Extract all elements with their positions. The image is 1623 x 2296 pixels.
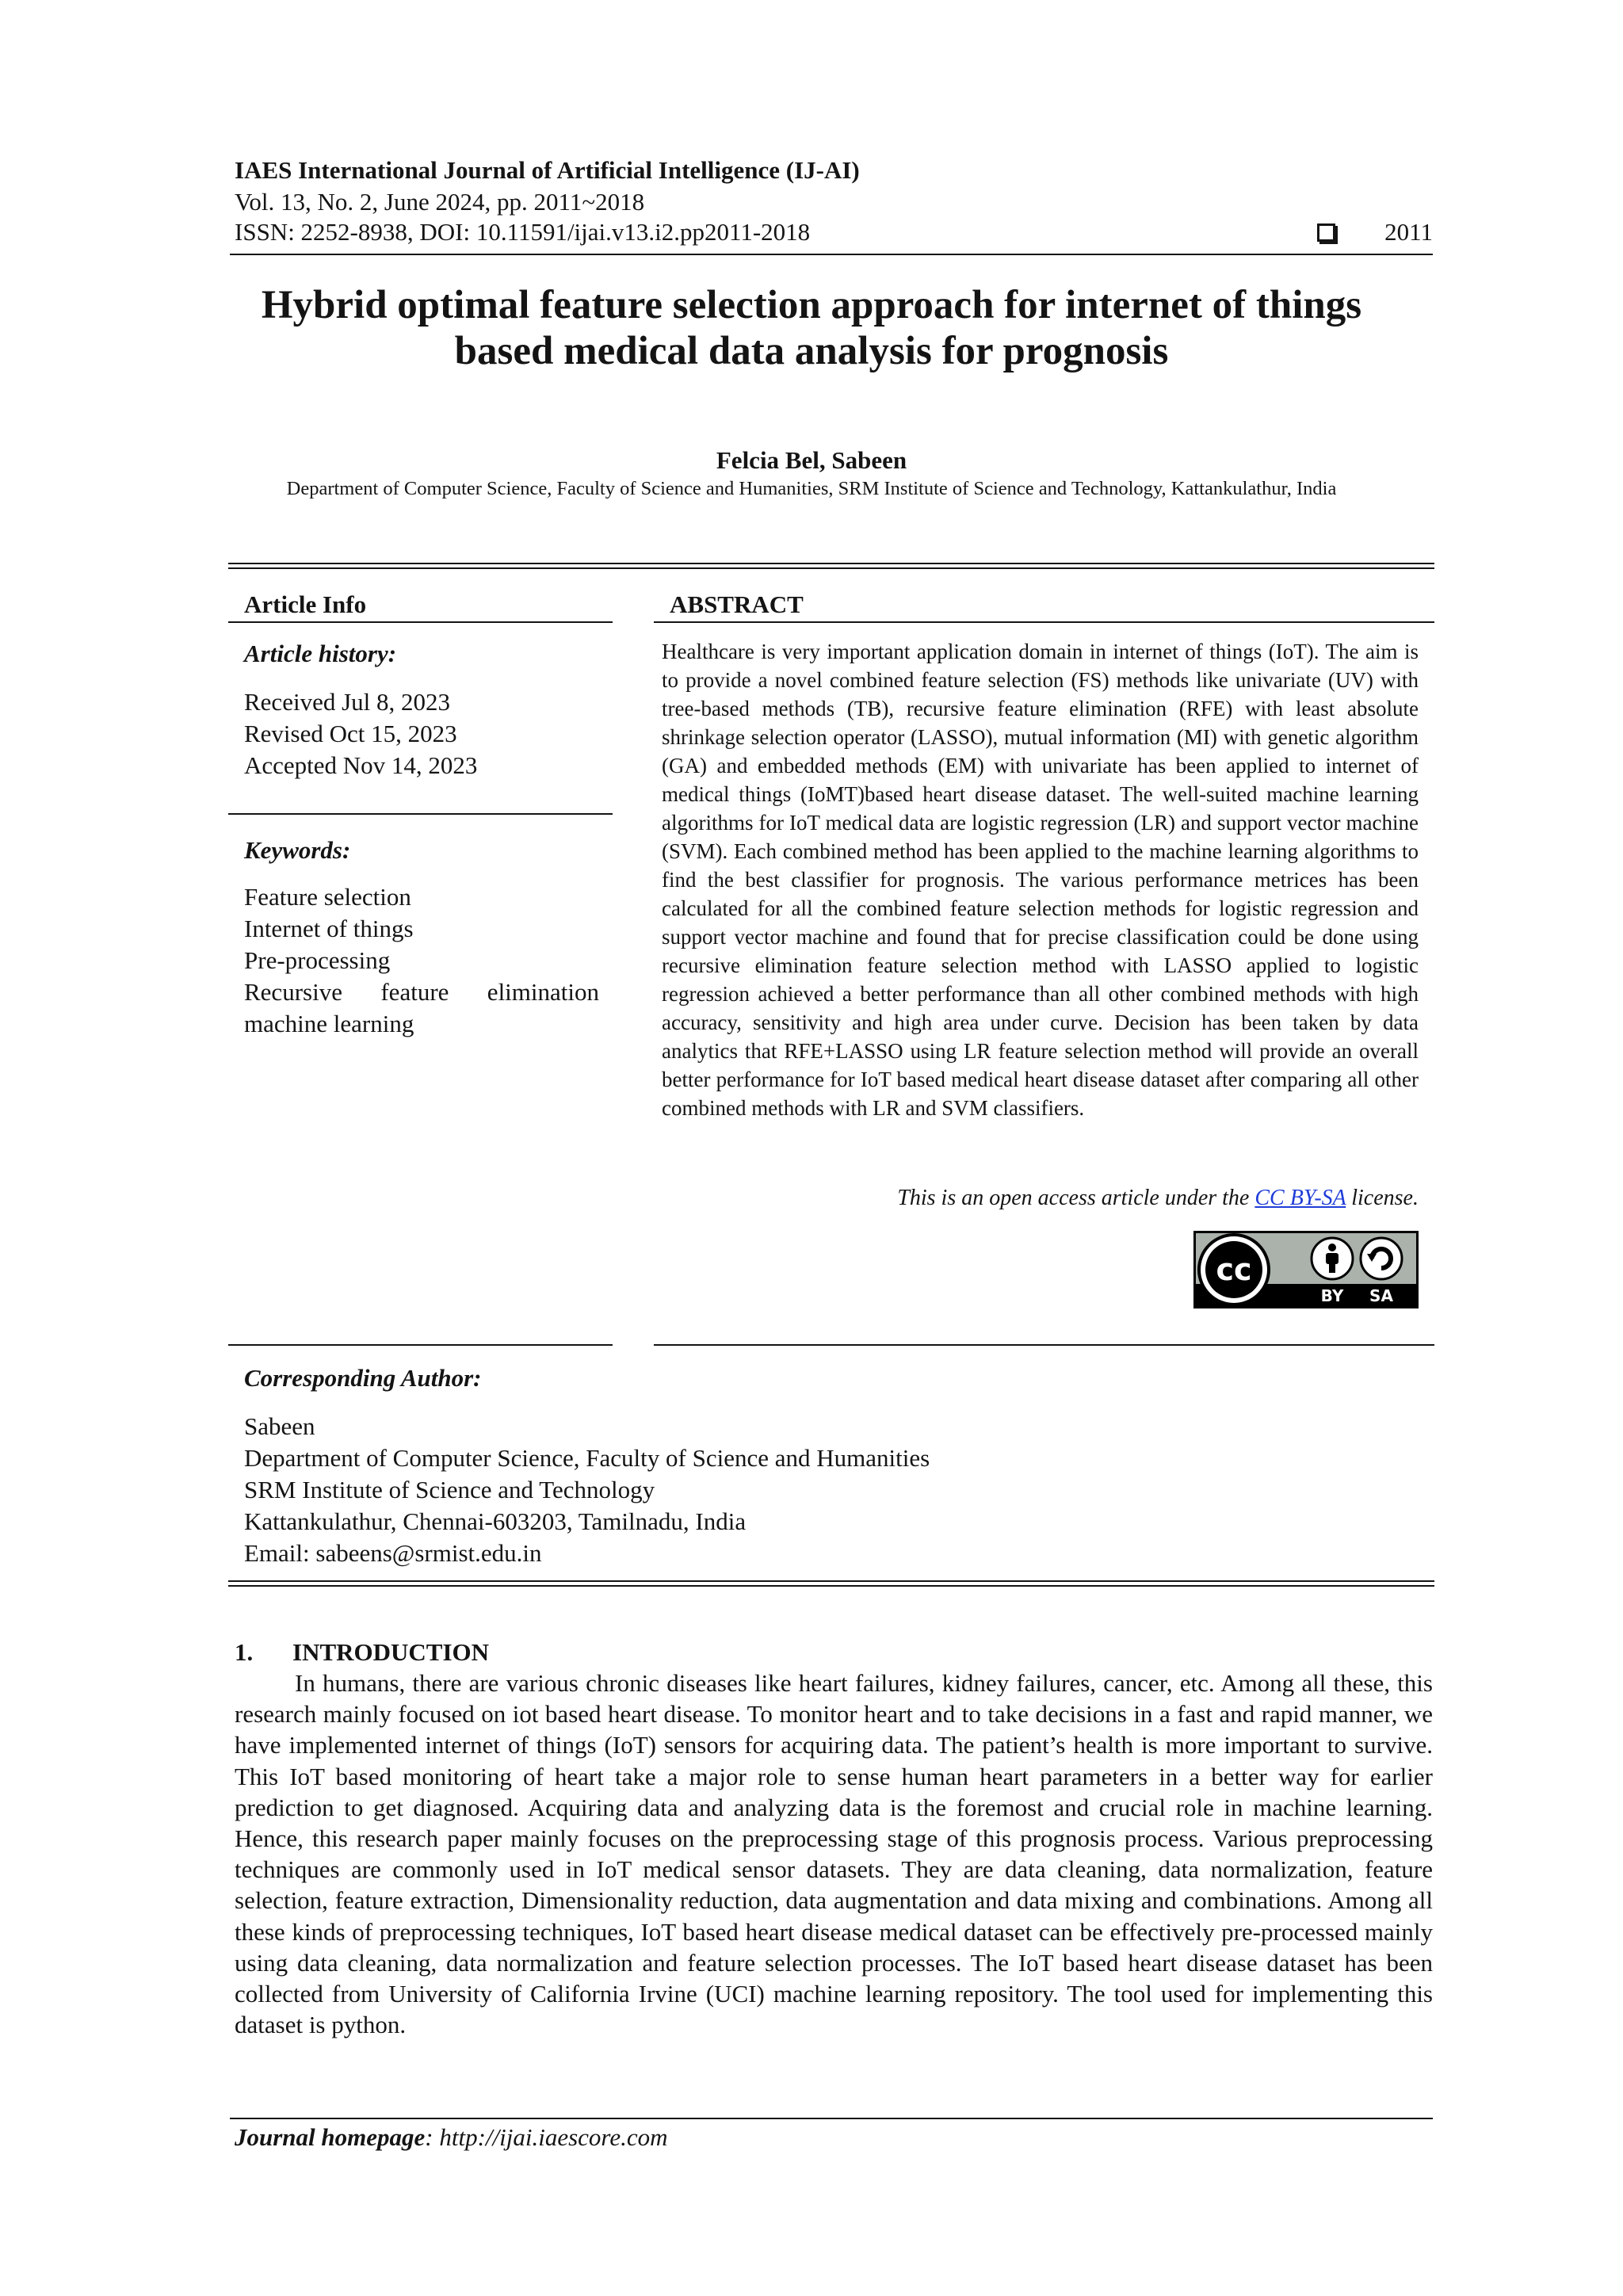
header-rule [230,254,1433,255]
svg-text:SA: SA [1369,1286,1393,1305]
article-title-line-1: Hybrid optimal feature selection approach for internet of things [261,283,1362,327]
info-bottom-rule [228,1344,613,1346]
author-bottom-rule-2 [228,1585,1434,1587]
journal-name: IAES International Journal of Artificial Intelligence (IJ-AI) [235,156,860,184]
history-rule [228,813,613,815]
affiliation: Department of Computer Science, Faculty of Science and Humanities, SRM Institute of Science and Technology, Kattankulathur, India [286,478,1337,499]
section-top-rule [228,563,1434,564]
keyword-item: Internet of things [244,915,414,942]
corresponding-author-email: Email: sabeens@srmist.edu.in [244,1539,542,1567]
section-number: 1. [235,1638,254,1666]
corresponding-author-name: Sabeen [244,1412,315,1440]
accepted-date: Accepted Nov 14, 2023 [244,751,478,779]
article-info-heading: Article Info [244,590,367,618]
keyword-item: machine learning [244,1010,414,1037]
received-date: Received Jul 8, 2023 [244,688,451,716]
abstract-rule [654,621,1434,623]
svg-text:cc: cc [1216,1252,1252,1287]
journal-homepage-link[interactable]: http://ijai.iaescore.com [433,2123,668,2151]
svg-text:BY: BY [1320,1286,1344,1305]
keyword-item: Pre-processing [244,946,391,974]
keywords-heading: Keywords: [244,836,351,864]
corresponding-author-dept: Department of Computer Science, Faculty of Science and Humanities [244,1444,930,1472]
square-bullet-icon [1317,223,1335,242]
section-top-rule-2 [228,567,1434,569]
keyword-item: Recursive feature elimination [244,978,599,1006]
issn-doi-line: ISSN: 2252-8938, DOI: 10.11591/ijai.v13.i2.pp2011-2018 [235,218,811,246]
open-access-line [662,1184,1419,1213]
sa-share-alike-icon [1361,1238,1402,1279]
footer-label: Journal homepage [235,2123,426,2151]
cc-by-sa-link[interactable]: CC BY-SA [1254,1186,1346,1210]
abstract-text: Healthcare is very important application domain in internet of things (IoT). The aim is to provide a novel combined feature selection (FS) methods like univariate (UV) with tree-based methods (TB), recursive feature elimination (RFE) with least absolute shrinkage selection operator (LASSO), mutual information (MI) with genetic algorithm (GA) and embedded methods (EM) with univariate has been applied to internet of medical things (IoMT)based heart disease dataset. The well-suited machine learning algorithms for IoT medical data are logistic regression (LR) and support vector machine (SVM). Each combined method has been applied to the machine learning algorithms to find the best classifier for prognosis. The various performance metrices has been calculated for all the combined feature selection methods for logistic regression and support vector machine and found that for precise classification could be done using recursive elimination feature selection method with LASSO applied to logistic regression achieved a better performance than all other combined methods with high accuracy, sensitivity and high area under curve. Decision has been taken by data analytics that RFE+LASSO using LR feature selection method will provide an overall better performance for IoT based medical heart disease dataset after comparing all other combined methods with LR and SVM classifiers. [662,640,1419,1120]
page-number: 2011 [1384,218,1433,246]
corresponding-author-heading: Corresponding Author: [244,1364,482,1392]
footer-colon: : [425,2123,433,2151]
keyword-item: Feature selection [244,883,411,911]
corresponding-author-institute: SRM Institute of Science and Technology [244,1476,655,1503]
introduction-text: In humans, there are various chronic diseases like heart failures, kidney failures, cancer, etc. Among all these, this research mainly focused on iot based heart disease. To monitor heart and to take decisions in a fast and rapid manner, we have implemented internet of things (IoT) sensors for acquiring data. The patient’s health is more important to survive. This IoT based monitoring of heart take a major role to sense human heart parameters in a better way for earlier prediction to get diagnosed. Acquiring data and analyzing data is the foremost and crucial role in machine learning. Hence, this research paper mainly focuses on the preprocessing stage of this prognosis process. Various preprocessing techniques are commonly used in IoT medical sensor datasets. They are data cleaning, data normalization, feature selection, feature extraction, Dimensionality reduction, data augmentation and data mixing and combinations. Among all these kinds of preprocessing techniques, IoT based heart disease medical dataset can be effectively pre-processed mainly using data cleaning, data normalization and feature selection processes. The IoT based heart disease dataset has been collected from University of California Irvine (UCI) machine learning repository. The tool used for implementing this dataset is python. [235,1669,1433,2039]
authors: Felcia Bel, Sabeen [716,446,907,474]
license-suffix: license. [1346,1186,1419,1210]
introduction-heading [235,1637,489,1668]
license-prefix: This is an open access article under the [897,1186,1255,1210]
section-title: INTRODUCTION [292,1638,490,1666]
article-title [190,282,1433,374]
article-title-line-2: based medical data analysis for prognosis [454,329,1169,373]
author-bottom-rule [228,1580,1434,1582]
corresponding-author-address: Kattankulathur, Chennai-603203, Tamilnadu, India [244,1507,747,1535]
cc-by-sa-badge-icon[interactable] [1193,1230,1419,1309]
volume-line: Vol. 13, No. 2, June 2024, pp. 2011~2018 [235,188,645,216]
abstract-heading: ABSTRACT [670,590,804,618]
revised-date: Revised Oct 15, 2023 [244,720,457,747]
abstract-bottom-rule [654,1344,1434,1346]
by-attribution-icon [1312,1238,1353,1279]
article-history-heading: Article history: [244,640,397,667]
footer-rule [230,2118,1433,2119]
article-info-rule [228,621,613,623]
journal-homepage [235,2122,668,2153]
